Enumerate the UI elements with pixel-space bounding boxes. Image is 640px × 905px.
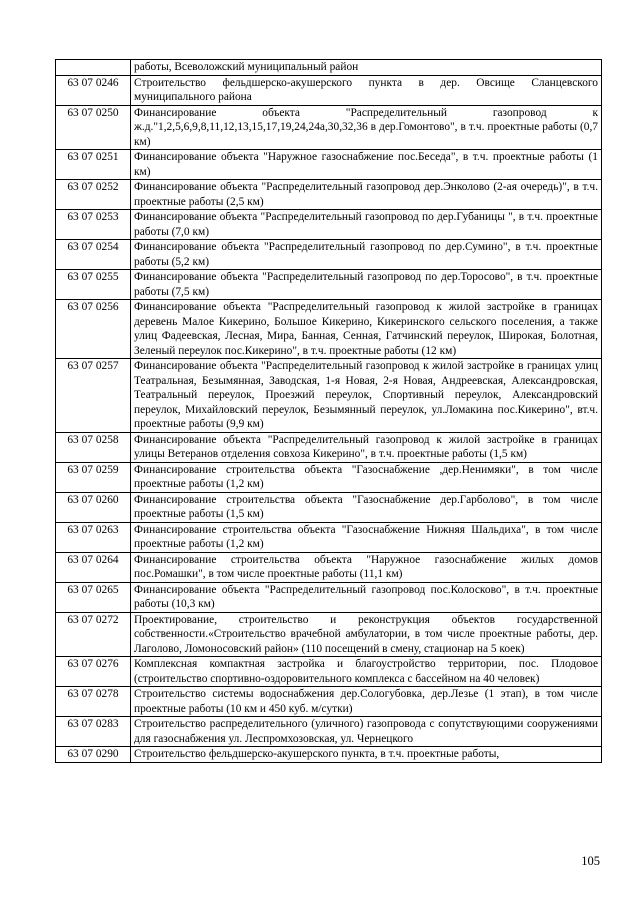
row-description-cell: Финансирование объекта "Распределительный газопровод к жилой застройке в границах улиц Театральная, Безымянная, Заводская, 1-я Новая, 2-я Новая, Андреевская, Александровская, Театральный переулок, Проезжий переулок, Спортивный переулок, Александровский переулок, Михайловский переулок, Безымянный переулок, ул.Ломакина пос.Кикерино", вт.ч. проектные работы (9,9 км) bbox=[131, 359, 602, 433]
row-code-cell: 63 07 0260 bbox=[56, 492, 131, 522]
table-row bbox=[56, 522, 602, 552]
table-row bbox=[56, 270, 602, 300]
row-code-cell: 63 07 0256 bbox=[56, 300, 131, 359]
budget-table-container bbox=[55, 59, 601, 763]
row-code-cell: 63 07 0246 bbox=[56, 75, 131, 105]
table-body bbox=[56, 60, 602, 763]
row-code-cell: 63 07 0259 bbox=[56, 462, 131, 492]
page-number: 105 bbox=[581, 854, 600, 868]
row-description-cell: Строительство фельдшерско-акушерского пункта, в т.ч. проектные работы, bbox=[131, 747, 602, 763]
row-description-cell: Финансирование объекта "Распределительный газопровод по дер.Сумино", в т.ч. проектные работы (5,2 км) bbox=[131, 240, 602, 270]
row-code-cell: 63 07 0257 bbox=[56, 359, 131, 433]
table-row bbox=[56, 180, 602, 210]
table-row bbox=[56, 105, 602, 150]
table-row bbox=[56, 492, 602, 522]
table-row bbox=[56, 150, 602, 180]
budget-items-table bbox=[55, 59, 602, 763]
row-description-cell: Финансирование объекта "Распределительный газопровод по дер.Торосово", в т.ч. проектные работы (7,5 км) bbox=[131, 270, 602, 300]
row-code-cell: 63 07 0272 bbox=[56, 612, 131, 657]
row-code-cell: 63 07 0276 bbox=[56, 657, 131, 687]
table-row bbox=[56, 462, 602, 492]
table-row bbox=[56, 432, 602, 462]
table-row bbox=[56, 359, 602, 433]
row-code-cell: 63 07 0255 bbox=[56, 270, 131, 300]
row-description-cell: Строительство системы водоснабжения дер.Сологубовка, дер.Лезье (1 этап), в том числе проектные работы (10 км и 450 куб. м/сутки) bbox=[131, 687, 602, 717]
row-description-cell: Строительство фельдшерско-акушерского пункта в дер. Овсище Сланцевского муниципального района bbox=[131, 75, 602, 105]
row-description-cell: Финансирование строительства объекта "Газоснабжение дер.Гарболово", в том числе проектные работы (1,5 км) bbox=[131, 492, 602, 522]
table-row bbox=[56, 240, 602, 270]
table-row bbox=[56, 612, 602, 657]
row-description-cell: Проектирование, строительство и реконструкция объектов государственной собственности.«Строительство врачебной амбулатории, в том числе проектные работы, дер. Лаголово, Ломоносовский район» (110 посещений в смену, стационар на 5 коек) bbox=[131, 612, 602, 657]
row-description-cell: Финансирование объекта "Распределительный газопровод к ж.д."1,2,5,6,9,8,11,12,13,15,17,19,24,24а,30,32,36 в дер.Гомонтово", в т.ч. проектные работы (0,7 км) bbox=[131, 105, 602, 150]
row-description-cell: Финансирование объекта "Распределительный газопровод к жилой застройке в границах улицы Ветеранов отделения совхоза Кикерино", в т.ч. проектные работы (1,5 км) bbox=[131, 432, 602, 462]
row-description-cell: Финансирование объекта "Распределительный газопровод пос.Колосково", в т.ч. проектные работы (10,3 км) bbox=[131, 582, 602, 612]
row-code-cell: 63 07 0251 bbox=[56, 150, 131, 180]
row-description-cell: Финансирование объекта "Распределительный газопровод к жилой застройке в границах деревень Малое Кикерино, Большое Кикерино, Кикеринского сельского поселения, а также улиц Фадеевская, Лесная, Мира, Банная, Сенная, Гатчинский переулок, Широкая, Болотная, Зеленый переулок пос.Кикерино", в т.ч. проектные работы (12 км) bbox=[131, 300, 602, 359]
row-description-cell: Финансирование строительства объекта "Наружное газоснабжение жилых домов пос.Ромашки", в том числе проектные работы (11,1 км) bbox=[131, 552, 602, 582]
table-row bbox=[56, 552, 602, 582]
table-row bbox=[56, 717, 602, 747]
row-code-cell: 63 07 0263 bbox=[56, 522, 131, 552]
row-code-cell: 63 07 0278 bbox=[56, 687, 131, 717]
row-code-cell: 63 07 0290 bbox=[56, 747, 131, 763]
table-row bbox=[56, 210, 602, 240]
table-row bbox=[56, 60, 602, 76]
row-code-cell: 63 07 0265 bbox=[56, 582, 131, 612]
row-code-cell: 63 07 0264 bbox=[56, 552, 131, 582]
row-description-cell: Строительство распределительного (уличного) газопровода с сопутствующими сооружениями для газоснабжения ул. Леспромхозовская, ул. Чернецкого bbox=[131, 717, 602, 747]
row-description-cell: Финансирование объекта "Распределительный газопровод дер.Энколово (2-ая очередь)", в т.ч. проектные работы (2,5 км) bbox=[131, 180, 602, 210]
row-code-cell: 63 07 0254 bbox=[56, 240, 131, 270]
row-description-cell: Финансирование строительства объекта "Газоснабжение Нижняя Шальдиха", в том числе проектные работы (1,2 км) bbox=[131, 522, 602, 552]
row-code-cell: 63 07 0252 bbox=[56, 180, 131, 210]
row-description-cell: Финансирование объекта "Наружное газоснабжение пос.Беседа", в т.ч. проектные работы (1 км) bbox=[131, 150, 602, 180]
row-description-cell: Финансирование объекта "Распределительный газопровод по дер.Губаницы ", в т.ч. проектные работы (7,0 км) bbox=[131, 210, 602, 240]
row-code-cell: 63 07 0283 bbox=[56, 717, 131, 747]
table-row bbox=[56, 747, 602, 763]
row-code-cell: 63 07 0253 bbox=[56, 210, 131, 240]
table-row bbox=[56, 582, 602, 612]
row-description-cell: Комплексная компактная застройка и благоустройство территории, пос. Плодовое (строительство спортивно-оздоровительного комплекса с бассейном на 40 человек) bbox=[131, 657, 602, 687]
table-row bbox=[56, 687, 602, 717]
row-code-cell bbox=[56, 60, 131, 76]
table-row bbox=[56, 657, 602, 687]
row-code-cell: 63 07 0250 bbox=[56, 105, 131, 150]
row-description-cell: Финансирование строительства объекта "Газоснабжение ,дер.Ненимяки", в том числе проектные работы (1,2 км) bbox=[131, 462, 602, 492]
row-code-cell: 63 07 0258 bbox=[56, 432, 131, 462]
row-description-cell: работы, Всеволожский муниципальный район bbox=[131, 60, 602, 76]
table-row bbox=[56, 300, 602, 359]
table-row bbox=[56, 75, 602, 105]
